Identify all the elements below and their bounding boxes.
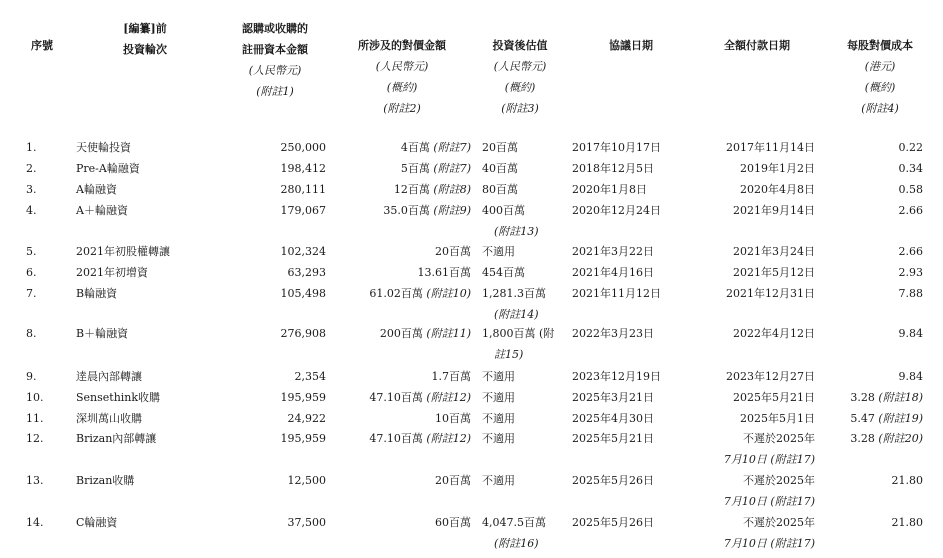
capital-amount [281, 387, 327, 408]
cost-per-share-text: 9.84 [898, 327, 923, 340]
consideration-amount-note: (附註8) [433, 183, 471, 196]
post-money-valuation [482, 137, 518, 158]
capital-amount [281, 200, 327, 221]
capital-amount-text: 198,412 [280, 162, 326, 175]
cost-per-share-text: 2.66 [898, 245, 923, 258]
consideration-amount-text: 200百萬 [379, 327, 423, 340]
cost-per-share [899, 262, 924, 283]
cost-per-share [899, 179, 924, 200]
post-money-valuation-text: 4,047.5百萬 [482, 516, 546, 529]
investment-round-text: 2021年初增資 [76, 266, 148, 279]
consideration-amount-text: 1.7百萬 [431, 370, 471, 383]
post-money-valuation-text: 1,281.3百萬 [482, 287, 546, 300]
consideration-amount [435, 408, 471, 429]
agreement-date [572, 428, 654, 449]
cost-per-share-text: 9.84 [898, 370, 923, 383]
table-row [0, 512, 943, 550]
investment-round [76, 158, 140, 179]
capital-amount [281, 137, 327, 158]
table-row [0, 387, 943, 408]
table-row [0, 137, 943, 158]
capital-amount-text: 102,324 [280, 245, 326, 258]
consideration-amount-note: (附註12) [426, 391, 471, 404]
investment-round-text: B＋輪融資 [76, 327, 129, 340]
investment-round-text: Pre-A輪融資 [76, 162, 140, 175]
post-money-valuation [482, 241, 515, 262]
capital-amount-text: 280,111 [280, 183, 326, 196]
agreement-date [572, 241, 654, 262]
row-number [26, 200, 37, 221]
capital-amount [288, 470, 327, 491]
payment-date [743, 512, 815, 533]
agreement-date [572, 387, 654, 408]
cost-per-share-text: 7.88 [898, 287, 923, 300]
row-number-text: 9. [26, 370, 37, 383]
capital-amount-text: 276,908 [280, 327, 326, 340]
post-money-valuation [482, 262, 525, 283]
header-agreement-date-text: 協議日期 [609, 39, 653, 52]
header-capital-line1: 認購或收購的 [242, 22, 308, 35]
cost-per-share [899, 158, 924, 179]
cost-per-share-text: 0.34 [898, 162, 923, 175]
agreement-date [572, 262, 654, 283]
investment-round [76, 200, 128, 221]
investment-round [76, 137, 131, 158]
consideration-amount-note: (附註7) [433, 162, 471, 175]
investment-round-text: C輪融資 [76, 516, 118, 529]
payment-date-text: 2017年11月14日 [726, 141, 815, 154]
consideration-amount [383, 200, 471, 221]
consideration-amount [435, 241, 471, 262]
agreement-date-text: 2025年3月21日 [572, 391, 654, 404]
payment-date [726, 283, 815, 304]
header-consideration [344, 35, 460, 119]
consideration-amount-text: 35.0百萬 [383, 204, 430, 217]
consideration-amount [435, 512, 471, 533]
agreement-date-text: 2025年4月30日 [572, 412, 654, 425]
capital-amount [288, 262, 327, 283]
consideration-amount-note: (附註12) [426, 432, 471, 445]
post-money-valuation-text: 1,800百萬 (附 [482, 327, 555, 340]
post-money-valuation [482, 158, 518, 179]
post-money-valuation-text: 80百萬 [482, 183, 518, 196]
cost-per-share-note: (附註20) [878, 432, 923, 445]
capital-amount [281, 241, 327, 262]
agreement-date-text: 2025年5月21日 [572, 432, 654, 445]
consideration-amount [435, 470, 471, 491]
post-money-valuation-text: 400百萬 [482, 204, 525, 217]
table-row [0, 200, 943, 238]
agreement-date [572, 512, 654, 533]
row-number-text: 10. [26, 391, 44, 404]
capital-amount [281, 283, 327, 304]
capital-amount [281, 179, 327, 200]
payment-date [733, 323, 815, 344]
payment-date-text: 2020年4月8日 [740, 183, 815, 196]
investment-round [76, 408, 142, 429]
table-row [0, 262, 943, 283]
row-number-text: 13. [26, 474, 44, 487]
row-number [26, 262, 37, 283]
payment-date [740, 158, 815, 179]
payment-date-note: 7月10日 (附註17) [723, 453, 815, 466]
row-number [26, 366, 37, 387]
cost-per-share [899, 323, 924, 344]
header-consideration-unit: (人民幣元) [375, 60, 429, 73]
table-row [0, 179, 943, 200]
post-money-valuation-text: 不適用 [482, 432, 515, 445]
consideration-amount [369, 387, 471, 408]
investment-round-text: 深圳萬山收購 [76, 412, 142, 425]
table-row [0, 408, 943, 429]
cost-per-share [850, 387, 923, 408]
investment-round [76, 323, 128, 344]
header-consideration-line1: 所涉及的對價金額 [358, 39, 446, 52]
payment-date [733, 241, 815, 262]
header-capital [218, 18, 332, 102]
header-valuation-approx: (概約) [504, 81, 536, 94]
post-money-valuation-note: 註15) [494, 348, 524, 361]
consideration-amount [369, 283, 471, 304]
post-money-valuation [482, 200, 525, 221]
header-valuation [478, 35, 562, 119]
consideration-amount-text: 10百萬 [435, 412, 471, 425]
header-round-line1: [編纂]前 [123, 22, 167, 35]
agreement-date-text: 2017年10月17日 [572, 141, 661, 154]
payment-date [733, 262, 815, 283]
payment-date-text: 2021年3月24日 [733, 245, 815, 258]
agreement-date-text: 2018年12月5日 [572, 162, 654, 175]
investment-round [76, 262, 148, 283]
agreement-date-text: 2021年4月16日 [572, 266, 654, 279]
post-money-valuation-note: (附註13) [494, 225, 539, 238]
header-consideration-approx: (概約) [386, 81, 418, 94]
payment-date [740, 408, 815, 429]
table-row [0, 470, 943, 508]
cost-per-share-note: (附註18) [878, 391, 923, 404]
cost-per-share-text: 5.47 [850, 412, 875, 425]
row-number-text: 1. [26, 141, 37, 154]
post-money-valuation [482, 470, 515, 491]
row-number [26, 241, 37, 262]
agreement-date [572, 283, 661, 304]
payment-date-text: 2022年4月12日 [733, 327, 815, 340]
investment-round [76, 241, 170, 262]
consideration-amount-text: 61.02百萬 [369, 287, 423, 300]
cost-per-share-text: 3.28 [850, 432, 875, 445]
post-money-valuation-text: 454百萬 [482, 266, 525, 279]
header-capital-line2: 註冊資本金額 [242, 43, 308, 56]
post-money-valuation-text: 不適用 [482, 412, 515, 425]
consideration-amount [394, 179, 471, 200]
cost-per-share [892, 470, 924, 491]
agreement-date-text: 2025年5月26日 [572, 516, 654, 529]
header-agreement-date [586, 35, 676, 56]
consideration-amount-note: (附註9) [433, 204, 471, 217]
investment-round-text: 2021年初股權轉讓 [76, 245, 170, 258]
capital-amount-text: 195,959 [280, 432, 326, 445]
investment-round [76, 283, 117, 304]
capital-amount [281, 428, 327, 449]
consideration-amount-text: 12百萬 [393, 183, 430, 196]
payment-date-text: 不遲於2025年 [743, 516, 815, 529]
agreement-date-text: 2021年11月12日 [572, 287, 661, 300]
table-row [0, 241, 943, 262]
cost-per-share-text: 0.22 [898, 141, 923, 154]
row-number [26, 387, 44, 408]
consideration-amount-text: 5百萬 [400, 162, 430, 175]
consideration-amount-text: 47.10百萬 [369, 432, 423, 445]
capital-amount-text: 250,000 [280, 141, 326, 154]
investment-round [76, 387, 160, 408]
cost-per-share-text: 21.80 [891, 516, 923, 529]
payment-date-text: 2019年1月2日 [740, 162, 815, 175]
consideration-amount [432, 366, 472, 387]
agreement-date [572, 408, 654, 429]
header-cost-note: (附註4) [861, 102, 899, 115]
agreement-date [572, 323, 654, 344]
agreement-date-text: 2022年3月23日 [572, 327, 654, 340]
payment-date-text: 2025年5月21日 [733, 391, 815, 404]
post-money-valuation-text: 不適用 [482, 391, 515, 404]
agreement-date-text: 2023年12月19日 [572, 370, 661, 383]
cost-per-share-text: 21.80 [891, 474, 923, 487]
payment-date-text: 2021年5月12日 [733, 266, 815, 279]
post-money-valuation [482, 283, 546, 304]
row-number [26, 283, 37, 304]
row-number [26, 512, 44, 533]
capital-amount [281, 158, 327, 179]
cost-per-share [899, 200, 924, 221]
post-money-valuation-text: 20百萬 [482, 141, 518, 154]
investment-round-text: 天使輪投資 [76, 141, 131, 154]
investment-round [76, 428, 156, 449]
payment-date [726, 137, 815, 158]
payment-date [733, 200, 815, 221]
consideration-amount-text: 20百萬 [435, 245, 471, 258]
agreement-date [572, 200, 661, 221]
investment-round [76, 470, 134, 491]
consideration-amount-text: 47.10百萬 [369, 391, 423, 404]
payment-date [740, 179, 815, 200]
consideration-amount-note: (附註7) [433, 141, 471, 154]
table-row [0, 283, 943, 321]
consideration-amount-text: 4百萬 [400, 141, 430, 154]
investment-round-text: Brizan收購 [76, 474, 135, 487]
agreement-date [572, 179, 647, 200]
capital-amount [295, 366, 327, 387]
row-number [26, 408, 44, 429]
agreement-date [572, 158, 654, 179]
post-money-valuation [482, 387, 515, 408]
cost-per-share [850, 428, 923, 449]
cost-per-share [899, 241, 924, 262]
capital-amount-text: 179,067 [280, 204, 326, 217]
table-row [0, 323, 943, 361]
investment-round-text: Sensethink收購 [76, 391, 161, 404]
header-consideration-note: (附註2) [383, 102, 421, 115]
post-money-valuation [482, 408, 515, 429]
header-valuation-line1: 投資後估值 [492, 39, 548, 52]
payment-date-text: 2021年9月14日 [733, 204, 815, 217]
capital-amount-text: 37,500 [287, 516, 326, 529]
cost-per-share-text: 2.93 [898, 266, 923, 279]
table-row [0, 428, 943, 466]
header-valuation-unit: (人民幣元) [493, 60, 547, 73]
row-number-text: 8. [26, 327, 37, 340]
consideration-amount-text: 60百萬 [435, 516, 471, 529]
investment-round [76, 512, 117, 533]
capital-amount [288, 408, 327, 429]
capital-amount [288, 512, 327, 533]
agreement-date-text: 2020年12月24日 [572, 204, 661, 217]
header-cost [830, 35, 930, 119]
post-money-valuation [482, 512, 546, 533]
row-number-text: 6. [26, 266, 37, 279]
payment-date-text: 2021年12月31日 [726, 287, 815, 300]
cost-per-share [850, 408, 923, 429]
header-valuation-note: (附註3) [501, 102, 539, 115]
post-money-valuation-note: (附註16) [494, 537, 539, 550]
table-row [0, 366, 943, 387]
post-money-valuation [482, 323, 554, 344]
consideration-amount-note: (附註10) [426, 287, 471, 300]
post-money-valuation-text: 40百萬 [482, 162, 518, 175]
cost-per-share [899, 366, 924, 387]
agreement-date [572, 470, 654, 491]
investment-round-text: A＋輪融資 [76, 204, 128, 217]
post-money-valuation-note: (附註14) [494, 308, 539, 321]
row-number-text: 12. [26, 432, 44, 445]
row-number [26, 323, 37, 344]
cost-per-share-text: 3.28 [850, 391, 875, 404]
payment-date-text: 2025年5月1日 [740, 412, 815, 425]
row-number-text: 5. [26, 245, 37, 258]
investment-round-text: A輪融資 [76, 183, 117, 196]
capital-amount-text: 195,959 [280, 391, 326, 404]
investment-round [76, 179, 117, 200]
payment-date [743, 470, 815, 491]
row-number [26, 158, 37, 179]
investment-round [76, 366, 142, 387]
agreement-date-text: 2025年5月26日 [572, 474, 654, 487]
payment-date-note: 7月10日 (附註17) [723, 495, 815, 508]
post-money-valuation-text: 不適用 [482, 474, 515, 487]
capital-amount-text: 2,354 [294, 370, 326, 383]
header-payment-date [712, 35, 802, 56]
post-money-valuation-text: 不適用 [482, 370, 515, 383]
cost-per-share-text: 0.58 [898, 183, 923, 196]
capital-amount-text: 24,922 [287, 412, 326, 425]
header-cost-approx: (概約) [864, 81, 896, 94]
capital-amount-text: 105,498 [280, 287, 326, 300]
header-capital-unit: (人民幣元) [248, 64, 302, 77]
row-number [26, 137, 37, 158]
agreement-date [572, 366, 661, 387]
capital-amount-text: 12,500 [287, 474, 326, 487]
header-round [100, 18, 190, 60]
payment-date-text: 不遲於2025年 [743, 432, 815, 445]
capital-amount-text: 63,293 [287, 266, 326, 279]
row-number [26, 179, 37, 200]
payment-date-text: 2023年12月27日 [726, 370, 815, 383]
cost-per-share [892, 512, 924, 533]
row-number [26, 428, 44, 449]
header-cost-line1: 每股對價成本 [847, 39, 913, 52]
consideration-amount [418, 262, 472, 283]
post-money-valuation [482, 428, 515, 449]
post-money-valuation-text: 不適用 [482, 245, 515, 258]
table-row [0, 158, 943, 179]
row-number [26, 470, 44, 491]
header-round-line2: 投資輪次 [123, 43, 167, 56]
capital-amount [281, 323, 327, 344]
consideration-amount [401, 158, 471, 179]
row-number-text: 14. [26, 516, 44, 529]
payment-date [733, 387, 815, 408]
consideration-amount [380, 323, 471, 344]
consideration-amount-text: 13.61百萬 [417, 266, 471, 279]
cost-per-share [899, 137, 924, 158]
header-payment-date-text: 全額付款日期 [724, 39, 790, 52]
post-money-valuation [482, 366, 515, 387]
row-number-text: 3. [26, 183, 37, 196]
row-number-text: 4. [26, 204, 37, 217]
row-number-text: 2. [26, 162, 37, 175]
cost-per-share-text: 2.66 [898, 204, 923, 217]
payment-date-text: 不遲於2025年 [743, 474, 815, 487]
consideration-amount-text: 20百萬 [435, 474, 471, 487]
header-capital-note: (附註1) [256, 85, 294, 98]
header-no [22, 35, 62, 56]
payment-date [726, 366, 815, 387]
cost-per-share [899, 283, 924, 304]
header-no-text: 序號 [31, 39, 53, 52]
agreement-date-text: 2020年1月8日 [572, 183, 647, 196]
investment-round-text: Brizan內部轉讓 [76, 432, 157, 445]
post-money-valuation [482, 179, 518, 200]
investment-round-text: 逹晨內部轉讓 [76, 370, 142, 383]
agreement-date-text: 2021年3月22日 [572, 245, 654, 258]
cost-per-share-note: (附註19) [878, 412, 923, 425]
investment-round-text: B輪融資 [76, 287, 118, 300]
row-number-text: 11. [26, 412, 44, 425]
payment-date-note: 7月10日 (附註17) [723, 537, 815, 550]
consideration-amount [401, 137, 471, 158]
consideration-amount-note: (附註11) [426, 327, 471, 340]
agreement-date [572, 137, 661, 158]
row-number-text: 7. [26, 287, 37, 300]
payment-date [743, 428, 815, 449]
consideration-amount [369, 428, 471, 449]
header-cost-unit: (港元) [864, 60, 896, 73]
